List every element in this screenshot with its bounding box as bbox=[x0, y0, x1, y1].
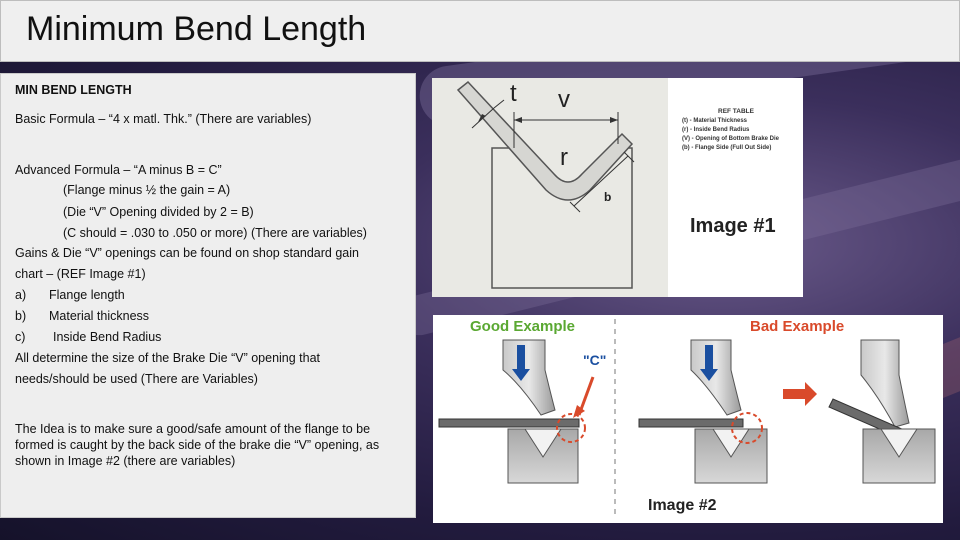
gains-line: Gains & Die “V” openings can be found on shop standard gain bbox=[15, 246, 359, 260]
ref-table-item: (r) - Inside Bend Radius bbox=[682, 127, 750, 133]
advanced-line: (C should = .030 to .050 or more) (There are variables) bbox=[63, 226, 367, 240]
factor-label: a) bbox=[15, 288, 27, 302]
c-label: "C" bbox=[583, 352, 607, 368]
factor-text: Inside Bend Radius bbox=[53, 330, 162, 344]
examples-svg bbox=[433, 315, 943, 523]
bend-diagram bbox=[432, 78, 668, 297]
text-panel bbox=[0, 73, 416, 518]
determine-line: needs/should be used (There are Variables) bbox=[15, 372, 258, 386]
letter-t: t bbox=[510, 80, 517, 107]
image-2-examples bbox=[433, 315, 943, 523]
factor-text: Material thickness bbox=[49, 309, 150, 323]
image-2-label: Image #2 bbox=[648, 497, 717, 514]
gains-line: chart – (REF Image #1) bbox=[15, 267, 146, 281]
good-example-label: Good Example bbox=[470, 318, 576, 335]
panel-heading: MIN BEND LENGTH bbox=[15, 83, 132, 97]
factor-label: c) bbox=[15, 330, 26, 344]
letter-b: b bbox=[604, 190, 612, 204]
letter-v: v bbox=[558, 86, 570, 113]
basic-formula: Basic Formula – “4 x matl. Thk.” (There are variables) bbox=[15, 112, 312, 126]
determine-line: All determine the size of the Brake Die “V” opening that bbox=[15, 351, 321, 365]
advanced-line: (Flange minus ½ the gain = A) bbox=[63, 183, 231, 197]
ref-table-item: (t) - Material Thickness bbox=[682, 118, 748, 124]
factor-text: Flange length bbox=[49, 288, 125, 302]
slide-title: Minimum Bend Length bbox=[26, 10, 367, 48]
advanced-formula: Advanced Formula – “A minus B = C” bbox=[15, 163, 222, 177]
letter-r: r bbox=[560, 144, 568, 171]
image-1-label: Image #1 bbox=[690, 215, 776, 237]
factor-label: b) bbox=[15, 309, 27, 323]
ref-table-item: (V) - Opening of Bottom Brake Die bbox=[682, 136, 780, 142]
bad-example-label: Bad Example bbox=[750, 318, 845, 335]
image-1-ref-diagram bbox=[432, 78, 803, 297]
advanced-line: (Die “V” Opening divided by 2 = B) bbox=[63, 205, 254, 219]
bend-diagram-svg bbox=[432, 78, 668, 297]
ref-table-title: REF TABLE bbox=[718, 108, 754, 115]
title-bar bbox=[0, 0, 960, 62]
idea-paragraph: The Idea is to make sure a good/safe amount of the flange to be formed is caught by the back side of the brake die “V” opening, as shown in Image #2 (there are variables) bbox=[15, 422, 380, 468]
ref-table-item: (b) - Flange Side (Full Out Side) bbox=[682, 145, 772, 151]
